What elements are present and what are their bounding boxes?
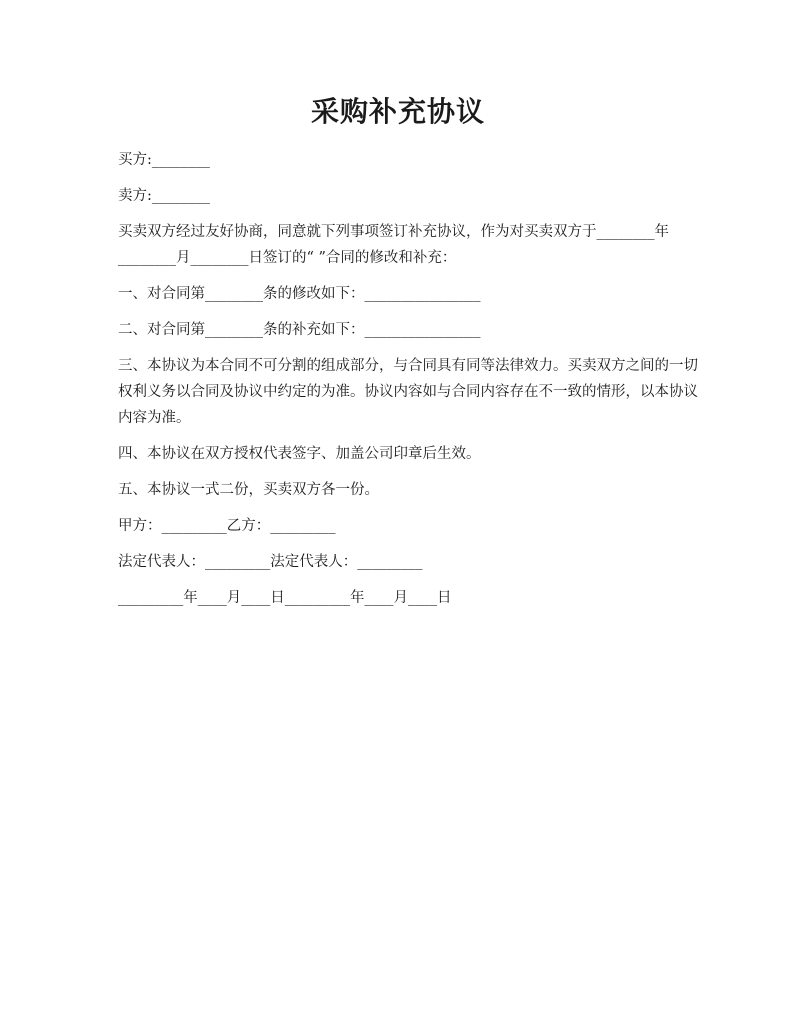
date-line: _________年____月____日_________年____月____日 xyxy=(118,590,452,606)
seller-line: 卖方:________ xyxy=(118,188,210,204)
intro-paragraph: 买卖双方经过友好协商，同意就下列事项签订补充协议，作为对买卖双方于________年________月________日签订的“ ”合同的修改和补充： xyxy=(118,224,669,266)
representative-signature-line: 法定代表人：_________法定代表人：_________ xyxy=(118,554,423,570)
clause-1: 一、对合同第________条的修改如下：________________ xyxy=(118,286,481,302)
clause-4: 四、本协议在双方授权代表签字、加盖公司印章后生效。 xyxy=(118,446,481,462)
clause-2: 二、对合同第________条的补充如下：________________ xyxy=(118,322,481,338)
party-signature-line: 甲方：_________乙方：_________ xyxy=(118,518,336,534)
buyer-line: 买方:________ xyxy=(118,152,210,168)
document-title: 采购补充协议 xyxy=(310,95,485,128)
clause-3: 三、本协议为本合同不可分割的组成部分，与合同具有同等法律效力。买卖双方之间的一切权利义务以合同及协议中约定的为准。协议内容如与合同内容存在不一致的情形，以本协议内容为准。 xyxy=(118,358,698,426)
document-body xyxy=(118,147,698,621)
clause-5: 五、本协议一式二份，买卖双方各一份。 xyxy=(118,482,379,498)
